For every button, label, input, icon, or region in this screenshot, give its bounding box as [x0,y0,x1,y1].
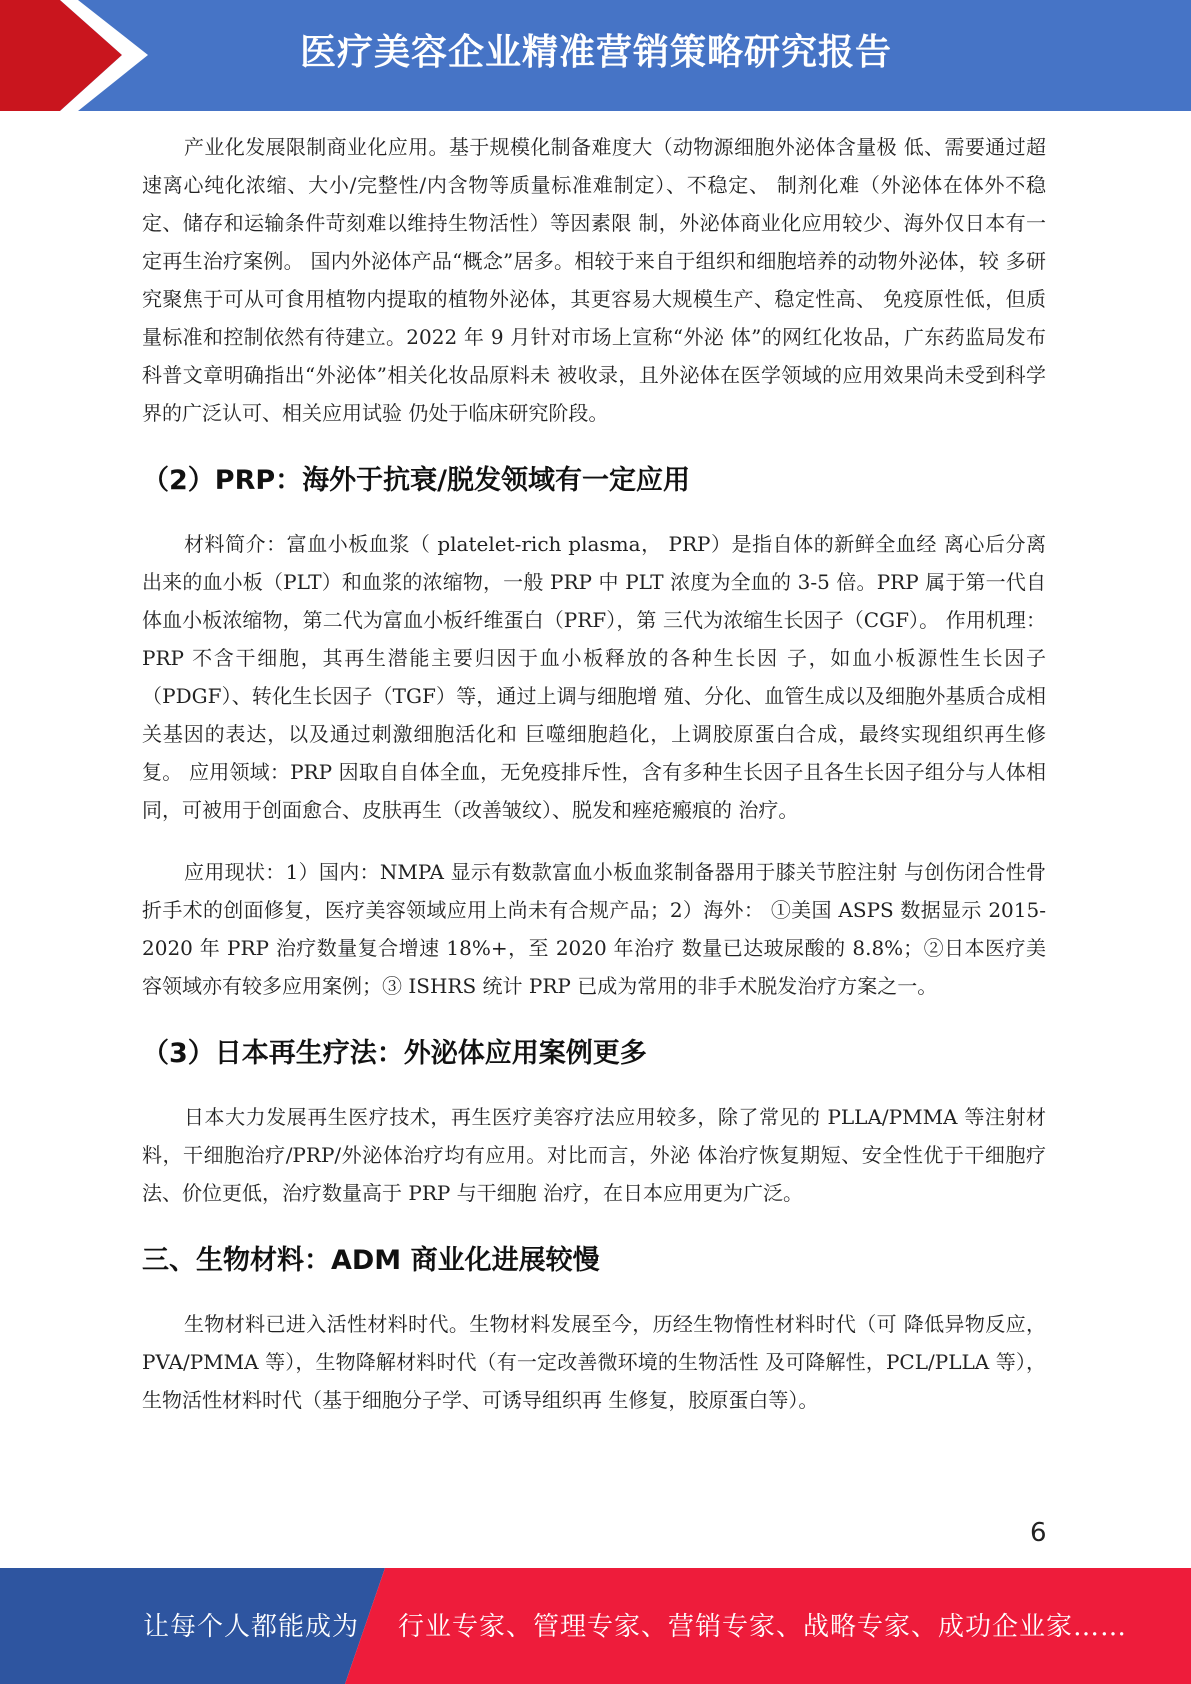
header-band [0,0,1191,111]
section-heading-biomaterials: 三、生物材料：ADM 商业化进展较慢 [142,1245,600,1276]
page-number: 6 [1030,1518,1047,1548]
paragraph-japan-therapy: 日本大力发展再生医疗技术，再生医疗美容疗法应用较多，除了常见的 PLLA/PMMA 等注射材料，干细胞治疗/PRP/外泌体治疗均有应用。对比而言，外泌 体治疗恢复期短、安全性优于干细胞疗法、价位更低，治疗数量高于 PRP 与干细胞 治疗，在日本应用更为广泛。 [142,1105,1046,1205]
paragraph-prp-intro: 材料简介：富血小板血浆（ platelet-rich plasma， PRP）是指自体的新鲜全血经 离心后分离出来的血小板（PLT）和血浆的浓缩物，一般 PRP 中 PLT 浓度为全血的 3-5 倍。PRP 属于第一代自体血小板浓缩物，第二代为富血小板纤维蛋白（PRF），第 三代为浓缩生长因子（CGF）。 作用机理：PRP 不含干细胞，其再生潜能主要归因于血小板释放的各种生长因 子，如血小板源性生长因子（PDGF）、转化生长因子（TGF）等，通过上调与细胞增 殖、分化、血管生成以及细胞外基质合成相关基因的表达，以及通过刺激细胞活化和 巨噬细胞趋化，上调胶原蛋白合成，最终实现组织再生修复。 应用领域：PRP 因取自自体全血，无免疫排斥性，含有多种生长因子且各生长因子组分与人体相同，可被用于创面愈合、皮肤再生（改善皱纹）、脱发和痤疮瘢痕的 治疗。 [142,532,1046,822]
document-body [142,128,1046,1419]
section-heading-japan: （3）日本再生疗法：外泌体应用案例更多 [142,1038,647,1069]
footer-band [0,1568,1191,1684]
paragraph-prp-status: 应用现状：1）国内：NMPA 显示有数款富血小板血浆制备器用于膝关节腔注射 与创伤闭合性骨折手术的创面修复，医疗美容领域应用上尚未有合规产品；2）海外： ①美国 ASPS 数据显示 2015-2020 年 PRP 治疗数量复合增速 18%+，至 2020 年治疗 数量已达玻尿酸的 8.8%；②日本医疗美容领域亦有较多应用案例；③ ISHRS 统计 PRP 已成为常用的非手术脱发治疗方案之一。 [142,860,1046,998]
section-heading-prp: （2）PRP：海外于抗衰/脱发领域有一定应用 [142,465,691,496]
report-title: 医疗美容企业精准营销策略研究报告 [300,32,893,73]
footer-slogan-left: 让每个人都能成为 [143,1612,360,1642]
paragraph-biomaterials: 生物材料已进入活性材料时代。生物材料发展至今，历经生物惰性材料时代（可 降低异物反应，PVA/PMMA 等），生物降解材料时代（有一定改善微环境的生物活性 及可降解性，PCL/PLLA 等），生物活性材料时代（基于细胞分子学、可诱导组织再 生修复，胶原蛋白等）。 [142,1312,1046,1412]
paragraph-exosome-commercialization: 产业化发展限制商业化应用。基于规模化制备难度大（动物源细胞外泌体含量极 低、需要通过超速离心纯化浓缩、大小/完整性/内含物等质量标准难制定）、不稳定、 制剂化难（外泌体在体外不稳定、储存和运输条件苛刻难以维持生物活性）等因素限 制，外泌体商业化应用较少、海外仅日本有一定再生治疗案例。 国内外泌体产品“概念”居多。相较于来自于组织和细胞培养的动物外泌体，较 多研究聚焦于可从可食用植物内提取的植物外泌体，其更容易大规模生产、稳定性高、 免疫原性低，但质量标准和控制依然有待建立。2022 年 9 月针对市场上宣称“外泌 体”的网红化妆品，广东药监局发布科普文章明确指出“外泌体”相关化妆品原料未 被收录，且外泌体在医学领域的应用效果尚未受到科学界的广泛认可、相关应用试验 仍处于临床研究阶段。 [142,135,1046,425]
footer-slogan-right: 行业专家、管理专家、营销专家、战略专家、成功企业家…… [398,1612,1128,1642]
chevron-arrow-icon [0,0,160,111]
